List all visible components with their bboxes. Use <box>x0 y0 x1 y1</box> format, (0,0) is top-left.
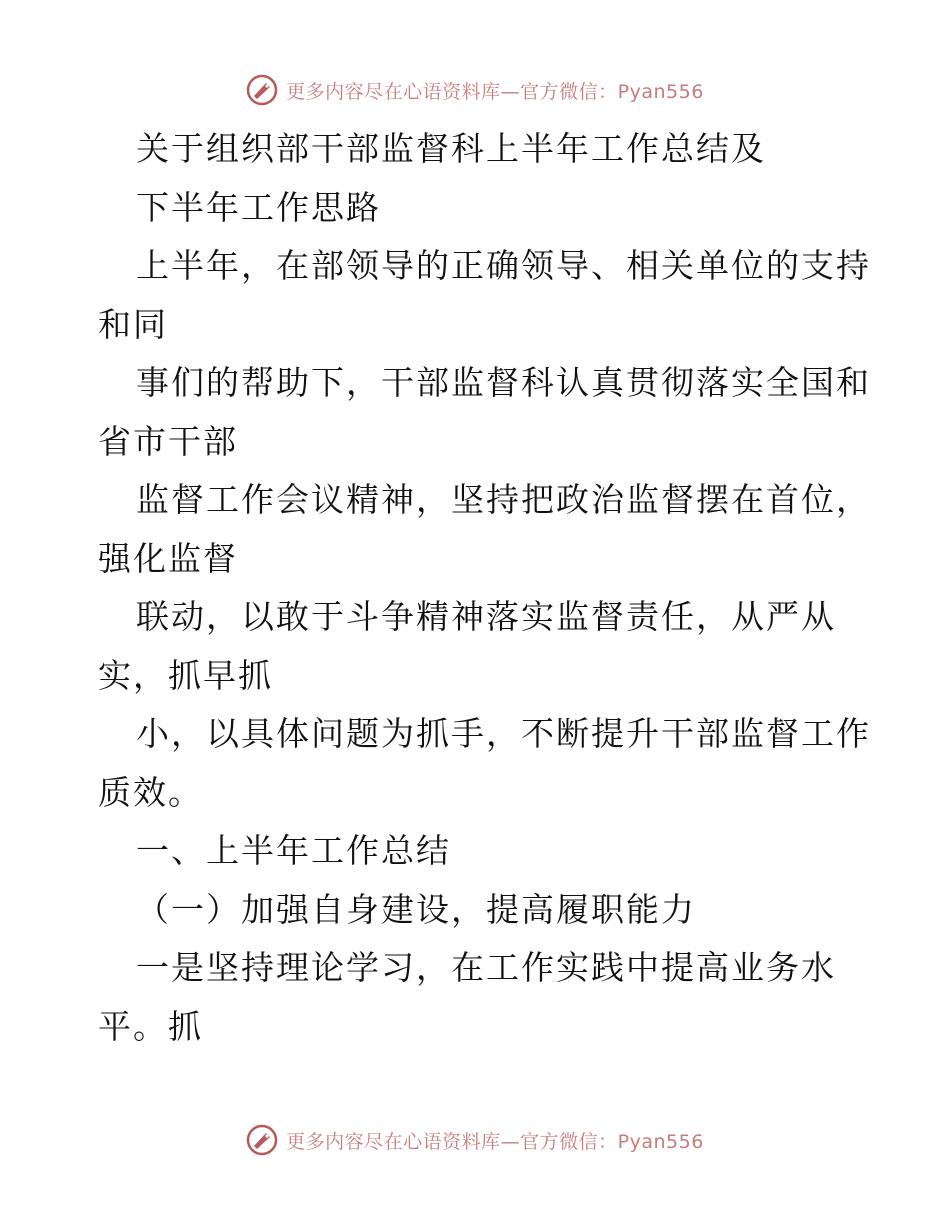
text-line: 省市干部 <box>98 421 238 461</box>
footer-banner <box>0 1120 950 1160</box>
text-line: 上半年，在部领导的正确领导、相关单位的支持 <box>136 246 871 285</box>
pen-nib-logo-icon <box>246 1124 278 1156</box>
footer-banner-text: 更多内容尽在心语资料库—官方微信：Pyan556 <box>286 1130 704 1153</box>
text-line: 和同 <box>98 304 168 344</box>
text-line: 关于组织部干部监督科上半年工作总结及 <box>136 129 766 168</box>
text-line: 平。抓 <box>98 1006 203 1046</box>
text-line: 事们的帮助下，干部监督科认真贯彻落实全国和 <box>136 363 871 402</box>
text-line: 监督工作会议精神，坚持把政治监督摆在首位， <box>136 480 871 519</box>
header-banner <box>0 70 950 110</box>
header-banner-text: 更多内容尽在心语资料库—官方微信：Pyan556 <box>286 80 704 103</box>
document-body <box>98 120 871 1056</box>
text-line: 实，抓早抓 <box>98 655 273 695</box>
text-line: 质效。 <box>98 772 203 812</box>
text-line: 强化监督 <box>98 538 238 578</box>
text-line: （一）加强自身建设，提高履职能力 <box>136 889 696 929</box>
text-line: 联动，以敢于斗争精神落实监督责任，从严从 <box>136 597 836 636</box>
text-line: 小，以具体问题为抓手，不断提升干部监督工作 <box>136 714 871 753</box>
text-line: 下半年工作思路 <box>136 187 381 227</box>
text-line: 一是坚持理论学习，在工作实践中提高业务水 <box>136 948 836 987</box>
text-line: 一、上半年工作总结 <box>136 831 451 870</box>
pen-nib-logo-icon <box>246 74 278 106</box>
